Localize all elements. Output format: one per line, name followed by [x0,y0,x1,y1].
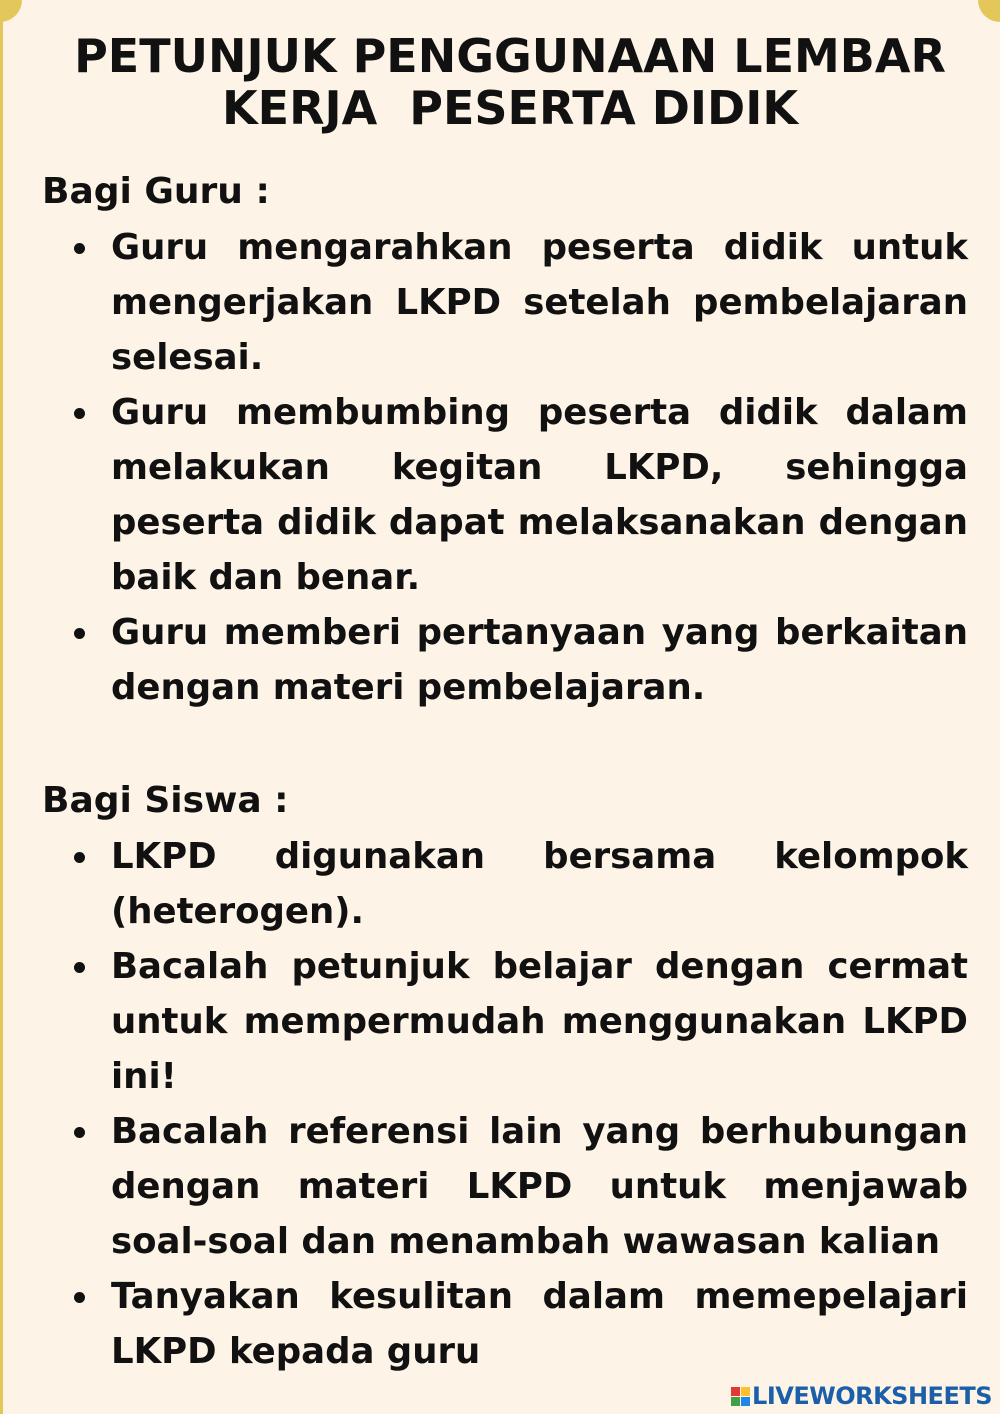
guru-heading: Bagi Guru : [42,171,270,212]
bullet-icon [74,1292,85,1303]
bullet-icon [74,628,85,639]
list-item-text: Guru memberi pertanyaan yang berkaitan dengan materi pembelajaran. [111,612,968,708]
siswa-heading: Bagi Siswa : [42,780,289,821]
corner-decoration-right [978,0,1000,22]
liveworksheets-watermark[interactable] [731,1382,992,1410]
list-item-text: Bacalah referensi lain yang berhubungan dengan materi LKPD untuk menjawab soal-soal dan menambah wawasan kalian [111,1111,968,1262]
logo-square [731,1387,740,1396]
logo-square [741,1397,750,1406]
page-title [20,30,1000,134]
bullet-icon [74,1127,85,1138]
logo-square [741,1387,750,1396]
bullet-icon [74,852,85,863]
liveworksheets-logo-icon [731,1387,750,1406]
bullet-icon [74,962,85,973]
list-item [0,220,1000,385]
page-title-line-1: PETUNJUK PENGGUNAAN LEMBAR [74,29,946,83]
list-item [0,829,1000,939]
list-item [0,1269,1000,1379]
list-item [0,1104,1000,1269]
page-title-line-2: KERJA PESERTA DIDIK [222,81,798,135]
list-item [0,385,1000,605]
bullet-icon [74,243,85,254]
logo-square [731,1397,740,1406]
list-item-text: Tanyakan kesulitan dalam memepelajari LKPD kepada guru [111,1276,968,1372]
corner-decoration-left [0,0,22,22]
list-item-text: Bacalah petunjuk belajar dengan cermat untuk mempermudah menggunakan LKPD ini! [111,946,968,1097]
list-item-text: Guru mengarahkan peserta didik untuk mengerjakan LKPD setelah pembelajaran selesai. [111,227,968,378]
guru-list [0,220,1000,715]
list-item-text: LKPD digunakan bersama kelompok (heterogen). [111,836,968,932]
siswa-list [0,829,1000,1379]
liveworksheets-brand-text: LIVEWORKSHEETS [752,1382,992,1410]
bullet-icon [74,408,85,419]
list-item [0,605,1000,715]
list-item [0,939,1000,1104]
list-item-text: Guru membumbing peserta didik dalam melakukan kegitan LKPD, sehingga peserta didik dapat melaksanakan dengan baik dan benar. [111,392,968,598]
